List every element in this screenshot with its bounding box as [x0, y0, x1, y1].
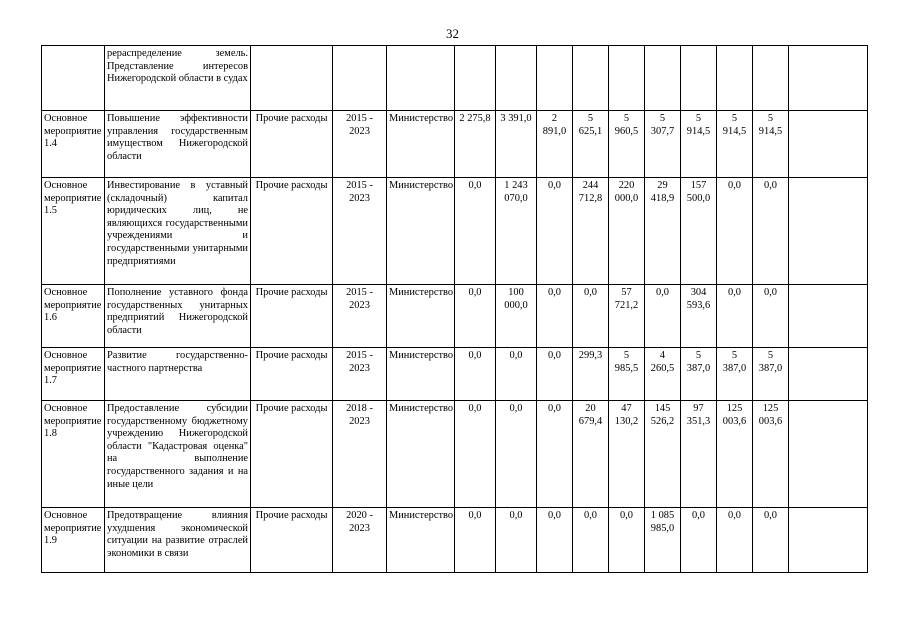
year-value-cell: 5 914,5 [753, 111, 789, 178]
budget-table [41, 45, 868, 573]
year-value-cell: 0,0 [681, 508, 717, 573]
year-value-cell [455, 46, 496, 111]
year-value-cell: 0,0 [717, 285, 753, 348]
year-value-cell: 5 307,7 [645, 111, 681, 178]
year-value-cell: 0,0 [753, 285, 789, 348]
year-value-cell [645, 46, 681, 111]
year-value-cell [609, 46, 645, 111]
year-value-cell: 0,0 [496, 348, 537, 401]
period-cell: 2015 - 2023 [333, 348, 387, 401]
period-cell [333, 46, 387, 111]
activity-name-cell: Предотвращение влияния ухудшения экономической ситуации на развитие отраслей экономики в связи [105, 508, 251, 573]
table-row [42, 401, 868, 508]
year-value-cell: 5 914,5 [717, 111, 753, 178]
expense-type-cell: Прочие расходы [251, 401, 333, 508]
year-value-cell: 0,0 [455, 508, 496, 573]
executor-cell: Министерство [387, 285, 455, 348]
year-value-cell: 0,0 [537, 508, 573, 573]
activity-name-cell: рераспределение земель. Представление интересов Нижегородской области в судах [105, 46, 251, 111]
year-value-cell: 57 721,2 [609, 285, 645, 348]
year-value-cell: 0,0 [537, 285, 573, 348]
activity-code-cell: Основное мероприятие 1.7 [42, 348, 105, 401]
activity-code-cell: Основное мероприятие 1.4 [42, 111, 105, 178]
year-value-cell: 157 500,0 [681, 178, 717, 285]
activity-name-cell: Инвестирование в уставный (складочный) капитал юридических лиц, не являющихся государственными учреждениями и государственными унитарными предприятиями [105, 178, 251, 285]
year-value-cell: 0,0 [455, 348, 496, 401]
year-value-cell: 0,0 [717, 178, 753, 285]
activity-code-cell: Основное мероприятие 1.5 [42, 178, 105, 285]
year-value-cell: 0,0 [753, 178, 789, 285]
year-value-cell [537, 46, 573, 111]
year-value-cell: 29 418,9 [645, 178, 681, 285]
page-number: 32 [446, 26, 459, 41]
activity-name-cell: Пополнение уставного фонда государственных унитарных предприятий Нижегородской области [105, 285, 251, 348]
table-row [42, 508, 868, 573]
year-value-cell: 47 130,2 [609, 401, 645, 508]
period-cell: 2018 - 2023 [333, 401, 387, 508]
year-value-cell: 0,0 [455, 401, 496, 508]
year-value-cell: 5 985,5 [609, 348, 645, 401]
activity-name-cell: Предоставление субсидии государственному бюджетному учреждению Нижегородской области "Кадастровая оценка" на выполнение государственного задания и на иные цели [105, 401, 251, 508]
activity-name-cell: Развитие государственно-частного партнерства [105, 348, 251, 401]
expense-type-cell: Прочие расходы [251, 111, 333, 178]
year-value-cell: 0,0 [609, 508, 645, 573]
year-value-cell: 244 712,8 [573, 178, 609, 285]
year-value-cell: 97 351,3 [681, 401, 717, 508]
year-value-cell: 3 391,0 [496, 111, 537, 178]
year-value-cell [573, 46, 609, 111]
table-body [42, 46, 868, 573]
year-value-cell: 145 526,2 [645, 401, 681, 508]
year-value-cell: 2 891,0 [537, 111, 573, 178]
year-value-cell: 0,0 [753, 508, 789, 573]
year-value-cell: 0,0 [496, 508, 537, 573]
year-value-cell: 0,0 [455, 285, 496, 348]
year-value-cell [789, 46, 868, 111]
year-value-cell [681, 46, 717, 111]
year-value-cell: 0,0 [573, 285, 609, 348]
year-value-cell [496, 46, 537, 111]
year-value-cell: 100 000,0 [496, 285, 537, 348]
year-value-cell: 0,0 [537, 401, 573, 508]
expense-type-cell: Прочие расходы [251, 285, 333, 348]
year-value-cell [789, 401, 868, 508]
executor-cell: Министерство [387, 348, 455, 401]
year-value-cell: 0,0 [537, 178, 573, 285]
period-cell: 2015 - 2023 [333, 178, 387, 285]
year-value-cell: 0,0 [717, 508, 753, 573]
year-value-cell [789, 348, 868, 401]
table-row [42, 285, 868, 348]
year-value-cell [789, 508, 868, 573]
period-cell: 2015 - 2023 [333, 285, 387, 348]
expense-type-cell: Прочие расходы [251, 348, 333, 401]
year-value-cell [789, 285, 868, 348]
year-value-cell: 5 387,0 [753, 348, 789, 401]
year-value-cell: 0,0 [645, 285, 681, 348]
year-value-cell: 1 085 985,0 [645, 508, 681, 573]
activity-code-cell: Основное мероприятие 1.8 [42, 401, 105, 508]
expense-type-cell [251, 46, 333, 111]
year-value-cell: 220 000,0 [609, 178, 645, 285]
activity-code-cell: Основное мероприятие 1.9 [42, 508, 105, 573]
table-row [42, 46, 868, 111]
table-row [42, 348, 868, 401]
activity-code-cell: Основное мероприятие 1.6 [42, 285, 105, 348]
year-value-cell: 125 003,6 [753, 401, 789, 508]
executor-cell: Министерство [387, 401, 455, 508]
table-row [42, 178, 868, 285]
year-value-cell [789, 178, 868, 285]
year-value-cell: 125 003,6 [717, 401, 753, 508]
year-value-cell: 4 260,5 [645, 348, 681, 401]
year-value-cell: 299,3 [573, 348, 609, 401]
year-value-cell: 0,0 [573, 508, 609, 573]
year-value-cell: 5 387,0 [717, 348, 753, 401]
expense-type-cell: Прочие расходы [251, 508, 333, 573]
activity-name-cell: Повышение эффективности управления государственным имуществом Нижегородской области [105, 111, 251, 178]
year-value-cell [789, 111, 868, 178]
year-value-cell [753, 46, 789, 111]
executor-cell [387, 46, 455, 111]
executor-cell: Министерство [387, 178, 455, 285]
year-value-cell: 304 593,6 [681, 285, 717, 348]
year-value-cell: 5 960,5 [609, 111, 645, 178]
expense-type-cell: Прочие расходы [251, 178, 333, 285]
year-value-cell: 0,0 [496, 401, 537, 508]
period-cell: 2015 - 2023 [333, 111, 387, 178]
executor-cell: Министерство [387, 111, 455, 178]
year-value-cell: 20 679,4 [573, 401, 609, 508]
year-value-cell: 1 243 070,0 [496, 178, 537, 285]
year-value-cell [717, 46, 753, 111]
activity-code-cell [42, 46, 105, 111]
table-row [42, 111, 868, 178]
year-value-cell: 5 625,1 [573, 111, 609, 178]
year-value-cell: 0,0 [537, 348, 573, 401]
executor-cell: Министерство [387, 508, 455, 573]
year-value-cell: 5 914,5 [681, 111, 717, 178]
year-value-cell: 0,0 [455, 178, 496, 285]
year-value-cell: 2 275,8 [455, 111, 496, 178]
year-value-cell: 5 387,0 [681, 348, 717, 401]
period-cell: 2020 - 2023 [333, 508, 387, 573]
